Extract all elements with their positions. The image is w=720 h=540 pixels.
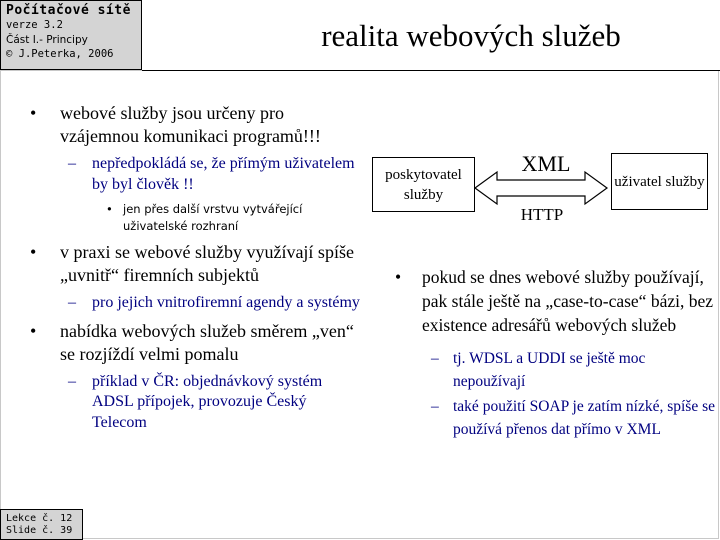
provider-box [372,157,475,212]
dash-icon: – [431,398,439,415]
dash-icon: – [68,372,76,390]
bullet-dot-icon: • [30,242,37,262]
protocol-label-http: HTTP [520,205,564,224]
bullet-text: pokud se dnes webové služby používají, pak stále ještě na „case-to-case“ bázi, bez existence adresářů webových služeb [422,267,714,335]
provider-label: poskytovatel služby [385,166,462,203]
bullet-text: nabídka webových služeb směrem „ven“ se rozjíždí velmi pomalu [60,320,354,364]
slide-number: Slide č. 39 [6,525,73,536]
left-bullet-list [30,102,360,439]
bullet-text: v praxi se webové služby využívají spíše „uvnitř“ firemních subjektů [60,242,354,285]
dash-icon: – [68,155,76,172]
sub-bullet-text: nepředpokládá se, že přímým uživatelem by byl člověk !! [92,155,355,193]
dash-icon: – [431,350,439,367]
sub-bullet-item [395,347,715,393]
course-version: verze 3.2 [6,19,63,31]
title-divider [142,70,720,71]
lecture-number: Lekce č. 12 [6,513,73,524]
protocol-label-xml: XML [521,151,571,176]
bullet-text: webové služby jsou určeny pro vzájemnou komunikaci programů!!! [60,103,321,146]
sub-bullet-text: příklad v ČR: objednávkový systém ADSL přípojek, provozuje Český Telecom [92,372,323,431]
sub-bullet-text: pro jejich vnitrofiremní agendy a systémy [92,294,360,311]
bullet-dot-icon: • [30,320,37,341]
sub-bullet-item [395,395,715,441]
sub-bullet-item [30,154,360,195]
bullet-dot-icon: • [106,202,113,216]
double-arrow-icon [470,168,612,208]
bullet-item [30,102,360,148]
course-title: Počítačové sítě [6,3,131,18]
sub-sub-bullet-text: jen přes další vrstvu vytvářející uživatelské rozhraní [123,202,303,233]
sub-bullet-item [30,293,360,314]
right-bullet-list [395,265,715,443]
bullet-dot-icon: • [395,267,402,287]
course-copyright: © J.Peterka, 2006 [6,48,114,60]
sub-bullet-text: tj. WDSL a UDDI se ještě moc nepoužívají [453,350,646,390]
bullet-item [30,241,360,287]
course-part: Část I.- Principy [6,33,88,46]
slide-title: realita webových služeb [321,18,621,53]
bullet-item [30,320,360,366]
sub-bullet-item [30,372,360,434]
dash-icon: – [68,294,76,311]
user-box [611,153,708,210]
user-label: uživatel služby [614,173,705,190]
sub-bullet-text: také použití SOAP je zatím nízké, spíše se používá přenos dat přímo v XML [453,398,716,438]
course-info-box [0,0,142,70]
bullet-dot-icon: • [30,103,37,123]
slide-number-box [0,509,83,540]
sub-sub-bullet-item [30,201,360,235]
bullet-item [395,265,715,337]
